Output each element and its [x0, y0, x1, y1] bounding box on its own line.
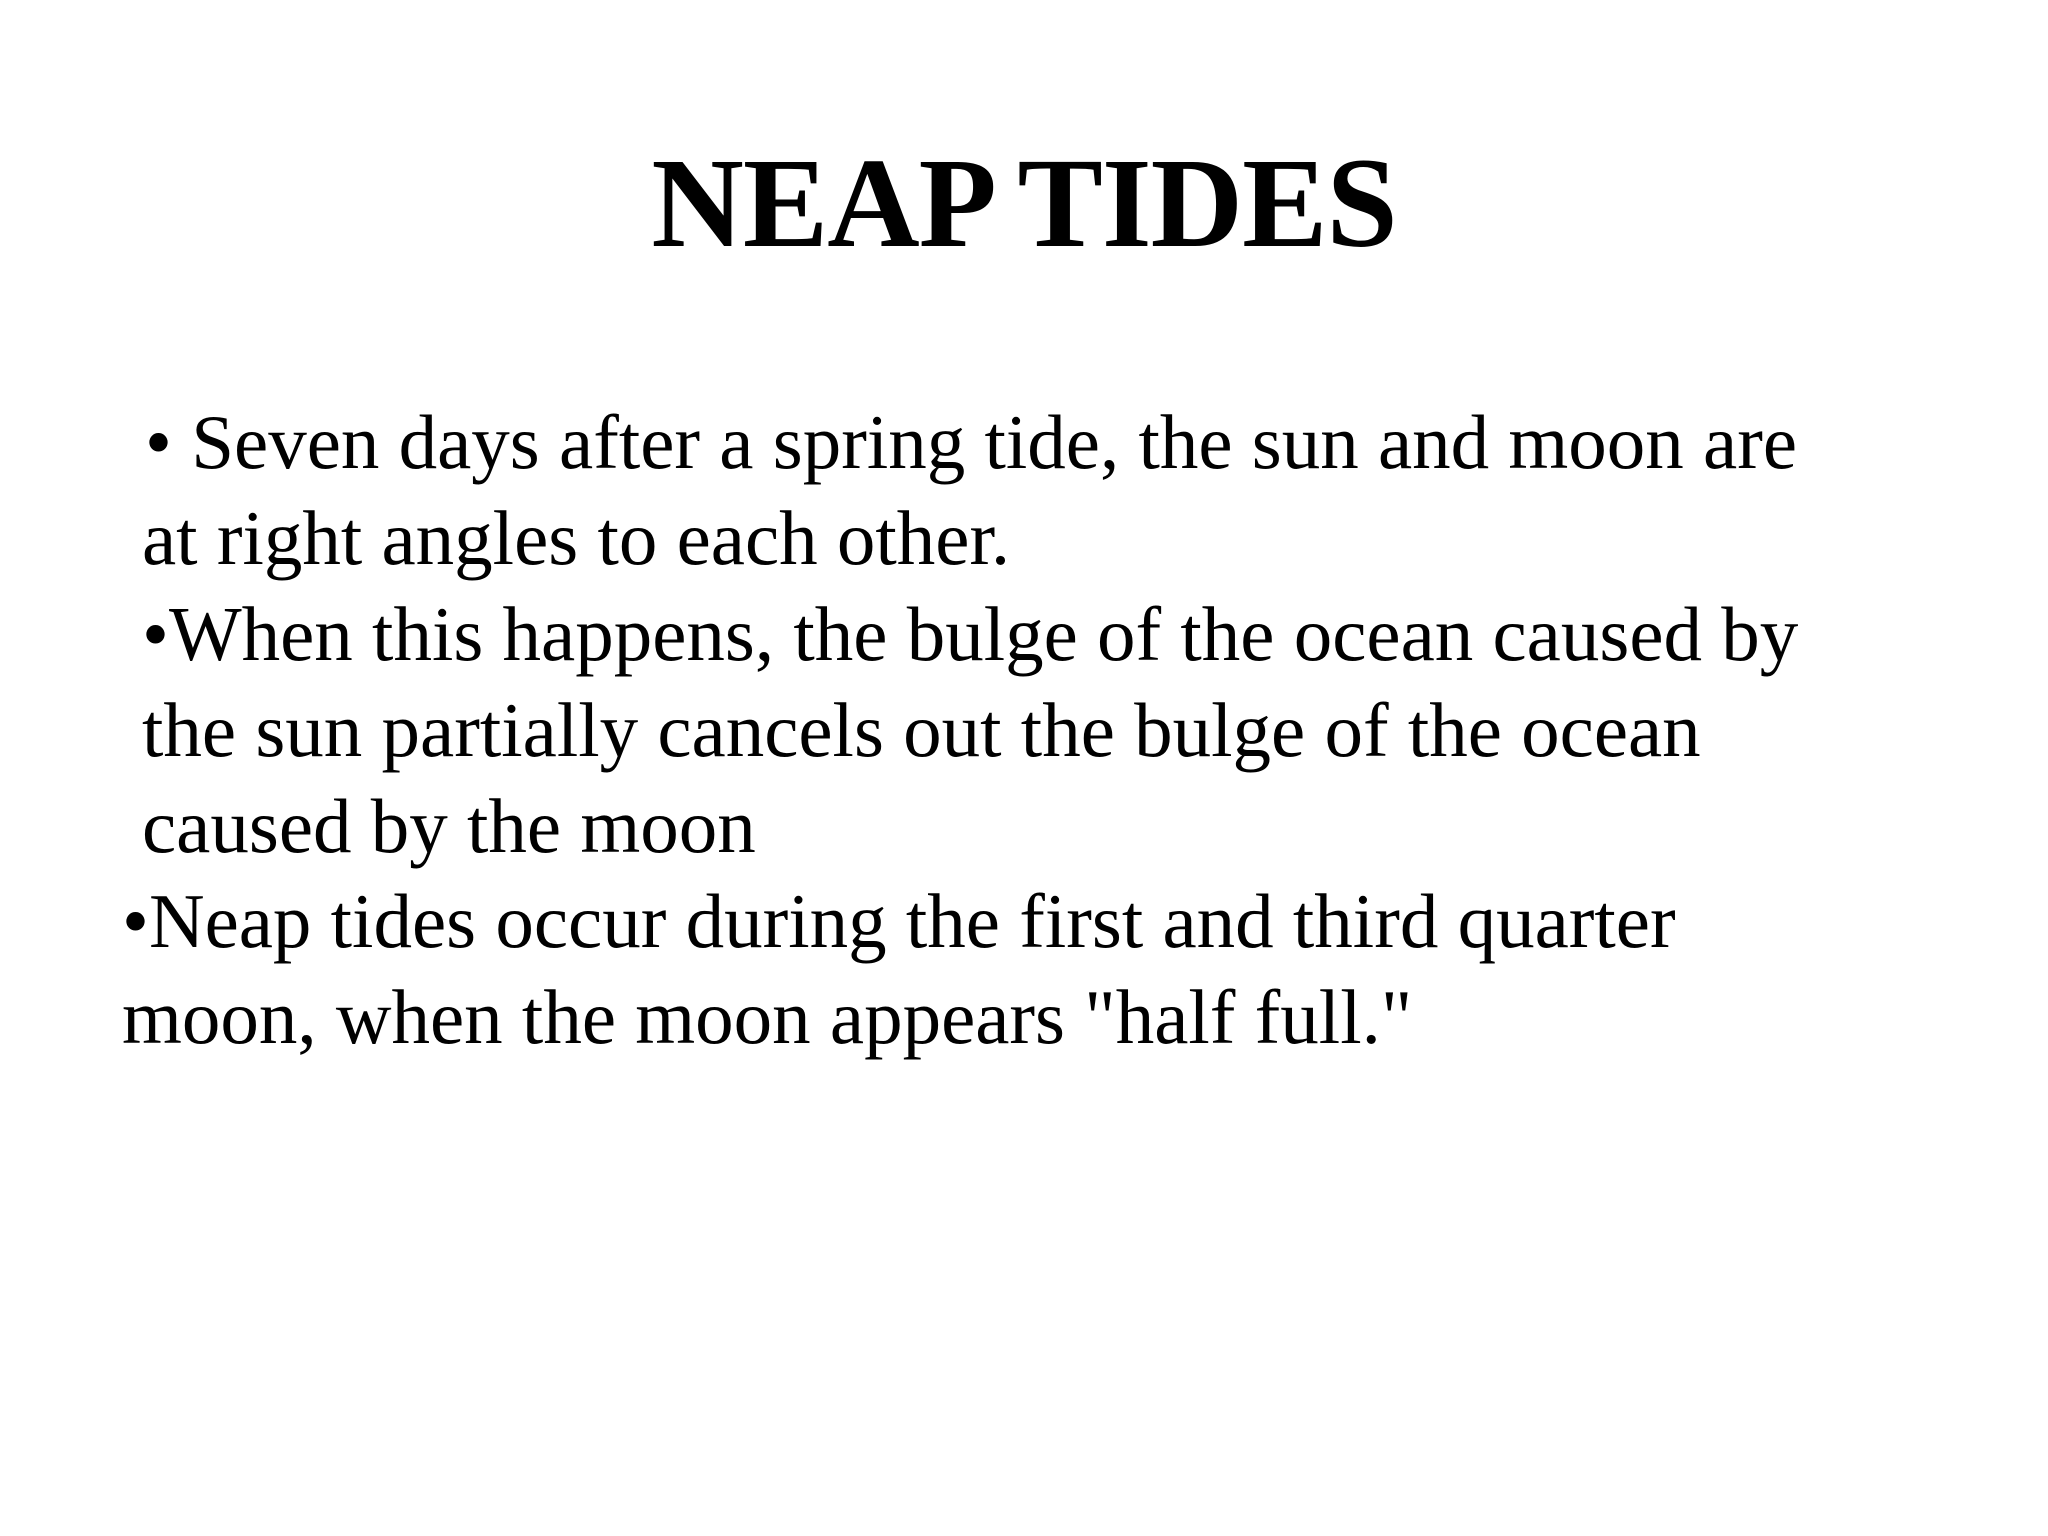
bullet-3-line-1: •Neap tides occur during the first and third quarter	[122, 878, 1676, 964]
bullet-2-line-2: the sun partially cancels out the bulge of the ocean	[142, 687, 1701, 773]
bullet-2-line-3: caused by the moon	[142, 783, 756, 869]
slide-title: NEAP TIDES	[651, 132, 1397, 274]
bullet-1-line-2: at right angles to each other.	[142, 495, 1011, 581]
bullet-1-line-1: • Seven days after a spring tide, the sun and moon are	[145, 399, 1798, 485]
bullet-2-line-1: •When this happens, the bulge of the ocean caused by	[142, 591, 1799, 677]
bullet-3-line-2: moon, when the moon appears "half full."	[122, 974, 1413, 1060]
